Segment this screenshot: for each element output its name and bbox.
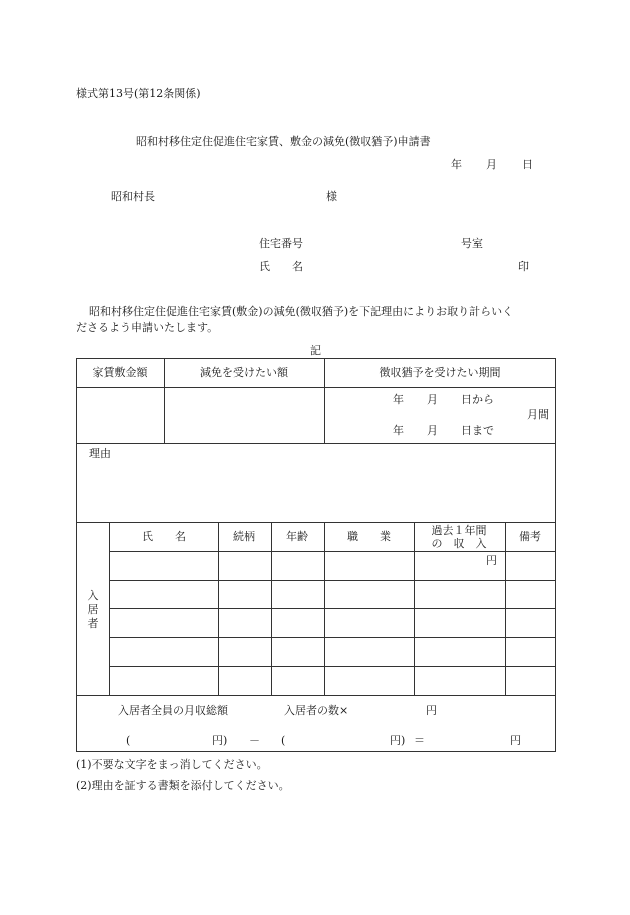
header-income-line2: の 収 入 [431,537,487,550]
header-deferral-period: 徴収猶予を受けたい期間 [379,366,501,379]
summary-yen-1: 円 [426,704,437,717]
applicant-name-label: 氏 名 [259,260,303,273]
summary-yen-close-1: 円) [212,734,228,747]
header-occupation: 職 業 [347,530,391,543]
summary-paren-open-1: ( [126,734,131,747]
residents-label: 入居者 [87,589,99,630]
seal-label: 印 [518,260,529,273]
header-reduction-amount: 減免を受けたい額 [200,366,288,379]
date-month: 月 [486,158,497,171]
period-months: 月間 [527,408,549,421]
summary-equals: ＝ [414,734,425,747]
header-relation: 続柄 [233,530,255,543]
note-1: (1)不要な文字をまっ消してください。 [76,758,268,771]
application-table [76,358,556,752]
body-text-line2: ださるよう申請いたします。 [76,321,219,334]
date-year: 年 [451,158,462,171]
form-number: 様式第13号(第12条関係) [76,87,201,100]
addressee-name: 昭和村長 [111,190,155,203]
header-rent-deposit: 家賃敷金額 [92,366,148,379]
housing-number-label: 住宅番号 [259,237,303,250]
header-age: 年齢 [286,530,308,543]
summary-yen-final: 円 [510,734,521,747]
note-2: (2)理由を証する書類を添付してください。 [76,779,290,792]
period-to-year: 年 [393,424,404,437]
summary-yen-close-2: 円) [390,734,406,747]
date-day: 日 [522,158,533,171]
reduction-amount-field[interactable] [165,388,324,443]
period-to-day: 日まで [461,424,494,437]
income-yen-unit: 円 [486,554,497,567]
header-remarks: 備考 [519,530,541,543]
addressee-honorific: 様 [326,190,337,203]
room-label: 号室 [461,237,483,250]
body-text-line1: 昭和村移住定住促進住宅家賃(敷金)の減免(徴収猶予)を下記理由によりお取り計らいく [89,305,514,318]
summary-minus: － [249,734,260,747]
summary-count-label: 入居者の数× [284,704,349,717]
form-title: 昭和村移住定住促進住宅家賃、敷金の減免(徴収猶予)申請書 [136,135,431,148]
rent-deposit-field[interactable] [77,388,164,443]
header-income-line1: 過去１年間 [431,524,487,537]
summary-paren-open-2: ( [281,734,286,747]
summary-total-label: 入居者全員の月収総額 [118,704,228,717]
reason-label: 理由 [89,447,111,460]
ki-label: 記 [310,344,321,357]
period-from-year: 年 [393,393,404,406]
period-to-month: 月 [427,424,438,437]
period-from-day: 日から [461,393,494,406]
header-name: 氏 名 [142,530,186,543]
period-from-month: 月 [427,393,438,406]
